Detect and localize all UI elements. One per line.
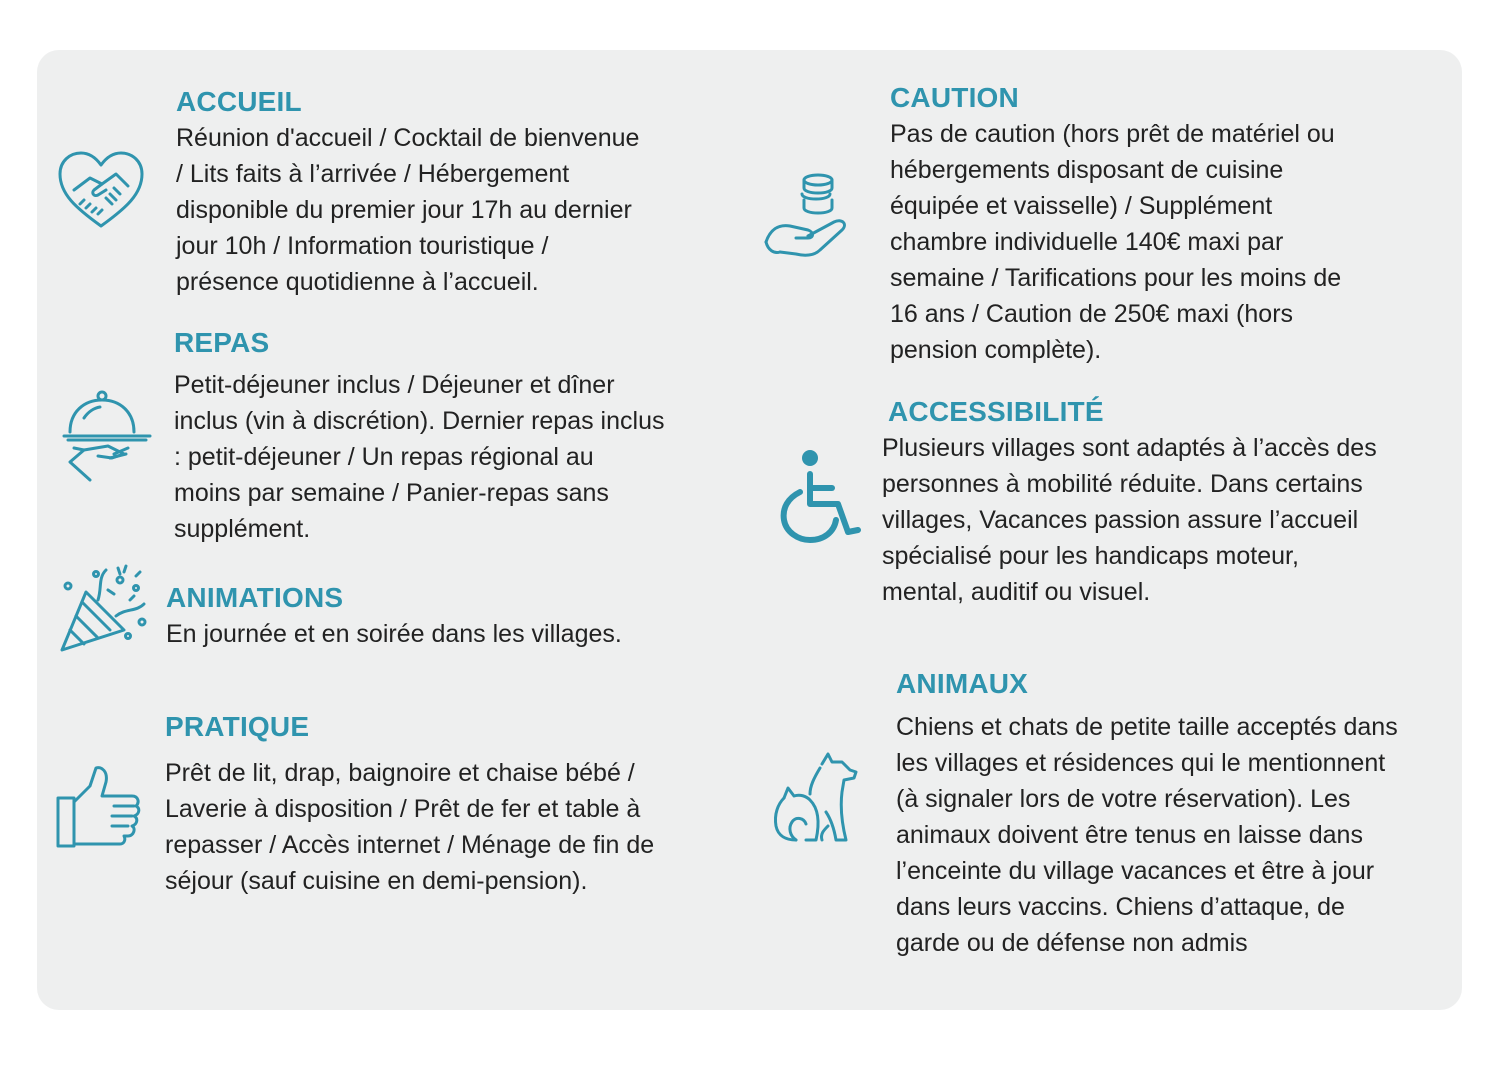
text-line: hébergements disposant de cuisine	[890, 156, 1284, 184]
dog-cat-icon	[770, 752, 862, 844]
text-line: 16 ans / Caution de 250€ maxi (hors	[890, 300, 1294, 328]
animaux-text	[896, 709, 1476, 961]
section-accueil	[176, 84, 736, 300]
text-line: garde ou de défense non admis	[896, 929, 1248, 957]
text-line: inclus (vin à discrétion). Dernier repas inclus	[174, 407, 665, 435]
text-line: dans leurs vaccins. Chiens d’attaque, de	[896, 893, 1345, 921]
text-line: Prêt de lit, drap, baignoire et chaise bébé /	[165, 759, 635, 787]
text-line: (à signaler lors de votre réservation). Les	[896, 785, 1351, 813]
text-line: disponible du premier jour 17h au dernier	[176, 196, 632, 224]
text-line: mental, auditif ou visuel.	[882, 578, 1151, 606]
serving-cloche-icon	[62, 388, 157, 488]
caution-text	[890, 116, 1450, 368]
text-line: Pas de caution (hors prêt de matériel ou	[890, 120, 1335, 148]
text-line: / Lits faits à l’arrivée / Hébergement	[176, 160, 570, 188]
accueil-text	[176, 120, 736, 300]
pratique-title: PRATIQUE	[165, 711, 310, 742]
animaux-title: ANIMAUX	[896, 668, 1029, 699]
text-line: pension complète).	[890, 336, 1102, 364]
text-line: séjour (sauf cuisine en demi-pension).	[165, 867, 588, 895]
text-line: moins par semaine / Panier-repas sans	[174, 479, 609, 507]
text-line: Chiens et chats de petite taille acceptés dans	[896, 713, 1398, 741]
animations-title: ANIMATIONS	[166, 582, 344, 613]
pratique-text	[165, 755, 745, 899]
text-line: Laverie à disposition / Prêt de fer et table à	[165, 795, 641, 823]
text-line: équipée et vaisselle) / Supplément	[890, 192, 1273, 220]
accueil-title: ACCUEIL	[176, 86, 302, 117]
text-line: Petit-déjeuner inclus / Déjeuner et dîner	[174, 371, 615, 399]
text-line: semaine / Tarifications pour les moins de	[890, 264, 1342, 292]
text-line: l’enceinte du village vacances et être à jour	[896, 857, 1375, 885]
caution-title: CAUTION	[890, 82, 1019, 113]
section-pratique	[165, 709, 745, 899]
repas-text	[174, 367, 754, 547]
wheelchair-icon	[776, 448, 866, 544]
thumbs-up-icon	[54, 764, 144, 852]
section-animaux	[896, 666, 1476, 961]
text-line: supplément.	[174, 515, 311, 543]
accessibilite-text	[882, 430, 1462, 610]
section-caution	[890, 80, 1450, 368]
section-accessibilite	[882, 394, 1462, 610]
section-repas	[174, 325, 754, 547]
party-popper-icon	[58, 564, 153, 656]
accessibilite-title: ACCESSIBILITÉ	[888, 396, 1104, 427]
text-line: : petit-déjeuner / Un repas régional au	[174, 443, 594, 471]
text-line: jour 10h / Information touristique /	[176, 232, 549, 260]
text-line: présence quotidienne à l’accueil.	[176, 268, 539, 296]
text-line: animaux doivent être tenus en laisse dans	[896, 821, 1363, 849]
text-line: En journée et en soirée dans les villages.	[166, 620, 622, 648]
section-animations	[166, 580, 726, 652]
text-line: Plusieurs villages sont adaptés à l’accès des	[882, 434, 1377, 462]
animations-text	[166, 616, 726, 652]
text-line: les villages et résidences qui le mentionnent	[896, 749, 1386, 777]
repas-title: REPAS	[174, 327, 270, 358]
handshake-heart-icon	[56, 150, 146, 230]
text-line: villages, Vacances passion assure l’accueil	[882, 506, 1359, 534]
text-line: spécialisé pour les handicaps moteur,	[882, 542, 1299, 570]
hand-coins-icon	[764, 170, 856, 262]
text-line: Réunion d'accueil / Cocktail de bienvenue	[176, 124, 640, 152]
text-line: repasser / Accès internet / Ménage de fin de	[165, 831, 655, 859]
text-line: personnes à mobilité réduite. Dans certains	[882, 470, 1363, 498]
text-line: chambre individuelle 140€ maxi par	[890, 228, 1284, 256]
